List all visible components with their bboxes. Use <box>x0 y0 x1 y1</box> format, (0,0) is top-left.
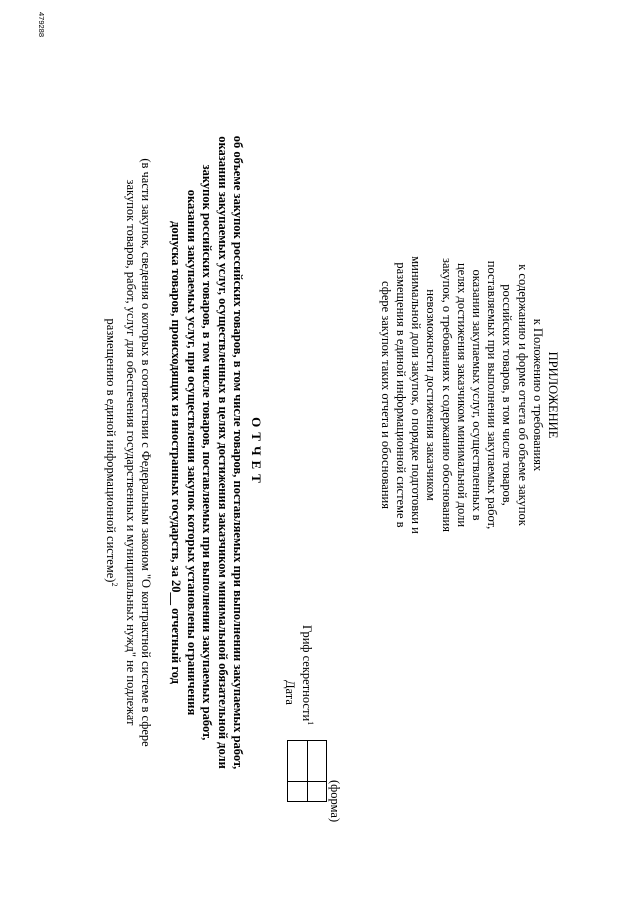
note-footnote-mark: 2 <box>110 582 120 587</box>
report-subtitle-line: закупок российских товаров, в том числе товаров, поставляемых при выполнении закупаемых работ, <box>200 164 215 741</box>
report-note <box>103 40 153 865</box>
appendix-line: сфере закупок таких отчета и обоснования <box>378 281 393 509</box>
secrecy-label <box>299 625 315 725</box>
appendix-line: минимальной доли закупок, о порядке подготовки и <box>409 256 424 534</box>
report-subtitle-line: допуска товаров, происходящих из иностранных государств, за 20__ отчетный год <box>169 221 184 684</box>
appendix-line: оказании закупаемых услуг, осуществленных в <box>469 269 484 521</box>
appendix-title: ПРИЛОЖЕНИЕ <box>546 351 560 439</box>
secrecy-date-field-box[interactable] <box>287 740 327 802</box>
report-subtitle <box>168 40 245 865</box>
appendix-line: к Положению о требованиях <box>530 318 545 472</box>
report-subtitle-line: об объеме закупок российских товаров, в том числе товаров, поставляемых при выполнении закупаемых работ, <box>231 135 245 770</box>
secrecy-field[interactable] <box>307 741 326 801</box>
secrecy-label-text: Гриф секретности <box>299 625 314 722</box>
appendix-block <box>378 225 560 565</box>
secrecy-footnote-mark: 1 <box>306 721 315 726</box>
date-label: Дата <box>283 680 297 705</box>
date-field[interactable] <box>288 741 307 801</box>
appendix-line: размещения в единой информационной системе в <box>393 262 408 528</box>
appendix-line: к содержанию и форме отчета об объеме закупок <box>515 264 530 526</box>
document-id: 479288 <box>37 12 46 38</box>
report-title: ОТЧЕТ <box>249 417 264 488</box>
appendix-line: российских товаров, в том числе товаров, <box>500 284 515 506</box>
report-subtitle-line: оказании закупаемых услуг, при осуществлении закупок которых установлены ограничения <box>184 189 199 716</box>
report-note-line <box>103 40 123 865</box>
report-note-line: (в части закупок, сведения о которых в соответствии с Федеральным законом "О контрактной системе в сфере <box>139 158 153 747</box>
appendix-line: поставляемых при выполнении закупаемых работ, <box>485 260 500 530</box>
appendix-line: целях достижения заказчиком минимальной доли <box>454 262 469 528</box>
appendix-line: невозможности достижения заказчиком <box>424 289 439 501</box>
field-divider <box>288 781 326 782</box>
report-subtitle-line: оказании закупаемых услуг, осуществленных в целях достижения заказчиком минимальной обязательной доли <box>215 136 230 769</box>
report-note-line: закупок товаров, работ, услуг для обеспечения государственных и муниципальных нужд" не подлежат <box>123 179 138 726</box>
appendix-line: закупок, о требованиях к содержанию обоснования <box>439 258 454 532</box>
report-note-line-text: размещению в единой информационной системе) <box>104 318 119 583</box>
form-label: (форма) <box>328 780 342 823</box>
